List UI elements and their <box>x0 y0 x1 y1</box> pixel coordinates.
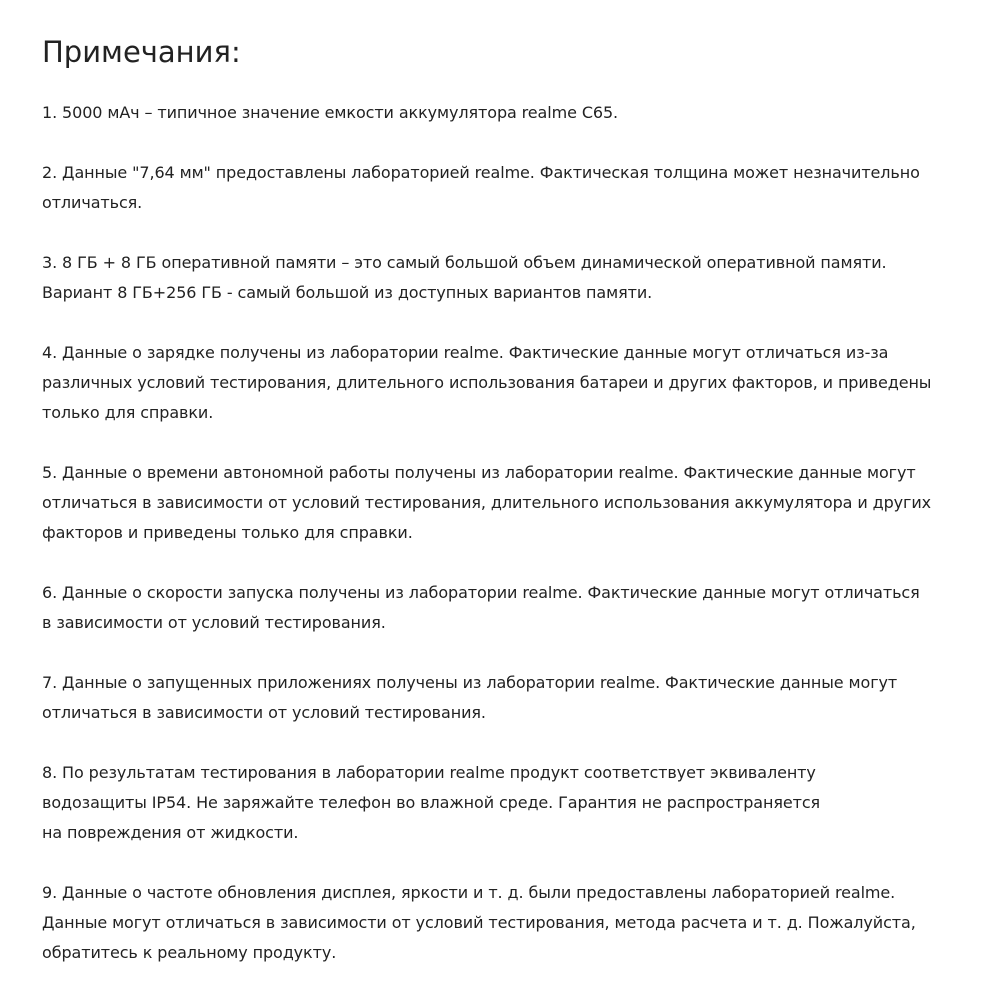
note-item-5 <box>42 458 962 548</box>
note-item-4 <box>42 338 962 428</box>
note-line: 5. Данные о времени автономной работы получены из лаборатории realme. Фактические данные могут <box>42 463 916 482</box>
note-item-8 <box>42 758 962 848</box>
note-line: в зависимости от условий тестирования. <box>42 613 386 632</box>
notes-title: Примечания: <box>42 35 241 69</box>
note-item-1 <box>42 98 962 128</box>
note-line: Вариант 8 ГБ+256 ГБ - самый большой из доступных вариантов памяти. <box>42 283 653 302</box>
note-line: 9. Данные о частоте обновления дисплея, яркости и т. д. были предоставлены лабораторией realme. <box>42 883 896 902</box>
notes-list <box>42 98 962 968</box>
notes-section <box>42 28 962 998</box>
note-item-3 <box>42 248 962 308</box>
note-line: отличаться в зависимости от условий тестирования. <box>42 703 486 722</box>
note-line: Данные могут отличаться в зависимости от условий тестирования, метода расчета и т. д. Пожалуйста, <box>42 913 916 932</box>
note-line: отличаться. <box>42 193 143 212</box>
note-line: 8. По результатам тестирования в лаборатории realme продукт соответствует эквиваленту <box>42 763 816 782</box>
note-line: факторов и приведены только для справки. <box>42 523 413 542</box>
note-line: отличаться в зависимости от условий тестирования, длительного использования аккумулятора и других <box>42 493 932 512</box>
note-line: 3. 8 ГБ + 8 ГБ оперативной памяти – это самый большой объем динамической оперативной памяти. <box>42 253 887 272</box>
note-line: водозащиты IP54. Не заряжайте телефон во влажной среде. Гарантия не распространяется <box>42 793 821 812</box>
note-item-6 <box>42 578 962 638</box>
note-item-7 <box>42 668 962 728</box>
note-line: 7. Данные о запущенных приложениях получены из лаборатории realme. Фактические данные могут <box>42 673 898 692</box>
note-item-2 <box>42 158 962 218</box>
note-line: 2. Данные "7,64 мм" предоставлены лабораторией realme. Фактическая толщина может незначительно <box>42 163 920 182</box>
note-line: обратитесь к реальному продукту. <box>42 943 337 962</box>
note-line: 6. Данные о скорости запуска получены из лаборатории realme. Фактические данные могут отличаться <box>42 583 920 602</box>
note-line: 1. 5000 мАч – типичное значение емкости аккумулятора realme C65. <box>42 103 619 122</box>
note-item-9 <box>42 878 962 968</box>
note-line: на повреждения от жидкости. <box>42 823 299 842</box>
note-line: различных условий тестирования, длительного использования батареи и других факторов, и приведены <box>42 373 932 392</box>
note-line: только для справки. <box>42 403 214 422</box>
note-line: 4. Данные о зарядке получены из лаборатории realme. Фактические данные могут отличаться из-за <box>42 343 889 362</box>
